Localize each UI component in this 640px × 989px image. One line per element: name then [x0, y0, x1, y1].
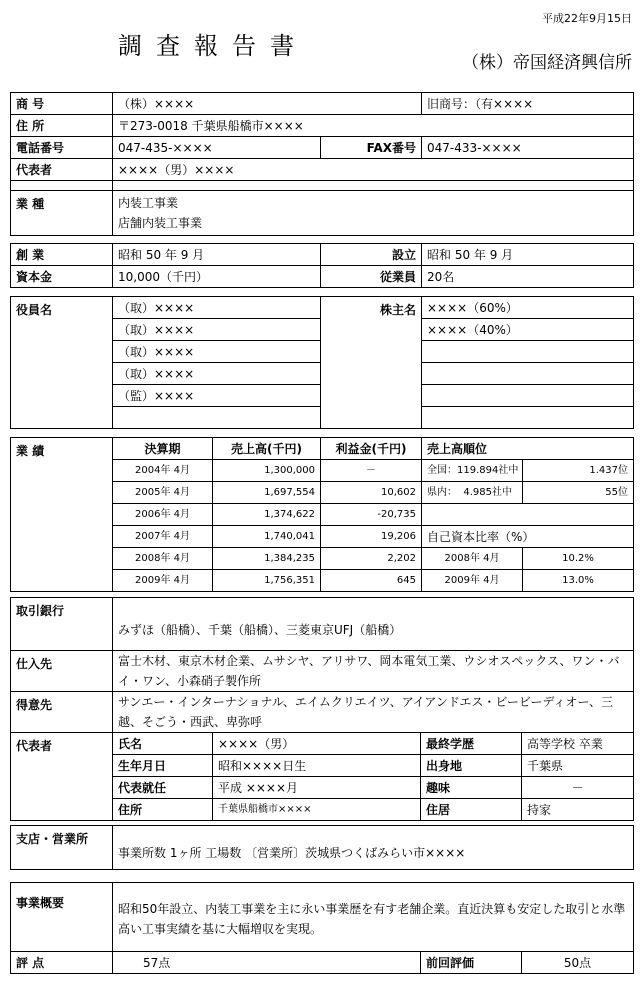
overview-label: 事業概要 — [11, 883, 113, 952]
customers-label: 得意先 — [11, 692, 113, 733]
rank-pref — [422, 482, 523, 504]
overview-row — [11, 883, 634, 952]
col-period: 決算期 — [113, 438, 213, 460]
banks-label: 取引銀行 — [11, 598, 113, 651]
report-title: 調査報告書 — [118, 32, 308, 60]
rank-blank — [422, 504, 634, 526]
branches-value: 事業所数 1ヶ所 工場数 〔営業所〕茨城県つくばみらい市×××× — [113, 826, 634, 870]
branches-table — [10, 825, 634, 870]
founded-row — [11, 244, 634, 266]
rep-residence-value: 持家 — [522, 799, 634, 821]
business-row — [11, 191, 634, 236]
suppliers-value: 富士木材、東京木材企業、ムサシヤ、アリサワ、岡本電気工業、ウシオスペックス、ワン・バイ・ワン、小森硝子製作所 — [113, 651, 634, 692]
business-label: 業 種 — [11, 191, 113, 236]
blank-cell — [113, 181, 634, 191]
sales-cell: 1,384,235 — [213, 548, 321, 570]
rank-pref-label: 県内： — [427, 486, 457, 498]
officer-item: （取）×××× — [113, 319, 321, 341]
profit-cell: -20,735 — [321, 504, 422, 526]
blank-row — [11, 181, 634, 191]
equity-value: 10.2% — [523, 548, 634, 570]
employees-label: 従業員 — [321, 266, 422, 288]
officer-item — [113, 407, 321, 429]
officer-row — [11, 297, 634, 319]
founding-table — [10, 243, 634, 288]
overview-value: 昭和50年設立、内装工事業を主に永い事業歴を有す老舗企業。直近決算も安定した取引と水準高い工事実績を基に大幅増収を実現。 — [113, 883, 634, 952]
officer-item: （監）×××× — [113, 385, 321, 407]
customers-value: サンエー・インターナショナル、エイムクリエイツ、アイアンドエス・ビービーディオー、三越、そごう・西武、卑弥呼 — [113, 692, 634, 733]
basic-info-table — [10, 92, 634, 236]
results-table — [10, 437, 634, 592]
fax-value: 047-433-×××× — [422, 137, 634, 159]
address-value: 〒273-0018 千葉県船橋市×××× — [113, 115, 634, 137]
equity-value: 13.0% — [523, 570, 634, 592]
capital-label: 資本金 — [11, 266, 113, 288]
period-cell: 2009年 4月 — [113, 570, 213, 592]
rep-name-label: 氏名 — [113, 733, 213, 755]
report-date: 平成22年9月15日 — [542, 12, 632, 25]
rank-national-value: 1.437位 — [523, 460, 634, 482]
shareholder-item: ××××（40%） — [422, 319, 634, 341]
results-header-row — [11, 438, 634, 460]
sales-cell: 1,697,554 — [213, 482, 321, 504]
business-line-2: 店舗内装工事業 — [118, 216, 203, 230]
address-label: 住 所 — [11, 115, 113, 137]
col-sales: 売上高(千円) — [213, 438, 321, 460]
rep-origin-value: 千葉県 — [522, 755, 634, 777]
officers-table — [10, 296, 634, 429]
rep-row — [11, 159, 634, 181]
rep-residence-label: 住居 — [421, 799, 522, 821]
rep-hobby-value: － — [522, 777, 634, 799]
rep-edu-label: 最終学歴 — [421, 733, 522, 755]
rep-value: ××××（男）×××× — [113, 159, 634, 181]
rep-edu-value: 高等学校 卒業 — [522, 733, 634, 755]
period-cell: 2008年 4月 — [113, 548, 213, 570]
period-cell: 2006年 4月 — [113, 504, 213, 526]
founded-value: 昭和 50 年 9 月 — [113, 244, 321, 266]
rank-national-label: 全国： — [427, 464, 457, 476]
phone-row — [11, 137, 634, 159]
banks-value: みずほ（船橋）、千葉（船橋）、三菱東京UFJ（船橋） — [113, 598, 634, 651]
trade-name-value: （株）×××× — [113, 93, 422, 115]
overview-table — [10, 882, 634, 974]
profit-cell: 2,202 — [321, 548, 422, 570]
rank-national-count: 119.894 — [457, 464, 499, 476]
shareholders-label: 株主名 — [321, 297, 422, 429]
business-value — [113, 191, 634, 236]
profit-cell: 645 — [321, 570, 422, 592]
suppliers-row — [11, 651, 634, 692]
customers-row — [11, 692, 634, 733]
shareholder-item — [422, 407, 634, 429]
rep-birth-label: 生年月日 — [113, 755, 213, 777]
rep-origin-label: 出身地 — [421, 755, 522, 777]
rep-hobby-label: 趣味 — [421, 777, 522, 799]
blank-cell — [11, 181, 113, 191]
shareholder-item — [422, 363, 634, 385]
phone-label: 電話番号 — [11, 137, 113, 159]
equity-period: 2008年 4月 — [422, 548, 523, 570]
profit-cell: 19,206 — [321, 526, 422, 548]
sales-cell: 1,374,622 — [213, 504, 321, 526]
rep-appointed-value: 平成 ××××月 — [213, 777, 421, 799]
trade-name-label: 商 号 — [11, 93, 113, 115]
sales-cell: 1,300,000 — [213, 460, 321, 482]
officers-label: 役員名 — [11, 297, 113, 429]
capital-value: 10,000（千円） — [113, 266, 321, 288]
rep-detail-row — [11, 733, 634, 755]
officer-item: （取）×××× — [113, 297, 321, 319]
founded-label: 創 業 — [11, 244, 113, 266]
trade-name-row — [11, 93, 634, 115]
period-cell: 2007年 4月 — [113, 526, 213, 548]
phone-value: 047-435-×××× — [113, 137, 321, 159]
shareholder-item — [422, 341, 634, 363]
equity-label: 自己資本比率（%） — [422, 526, 634, 548]
period-cell: 2005年 4月 — [113, 482, 213, 504]
employees-value: 20名 — [422, 266, 634, 288]
address-row — [11, 115, 634, 137]
rank-pref-unit: 社中 — [492, 486, 512, 498]
branches-label: 支店・営業所 — [11, 826, 113, 870]
established-label: 設立 — [321, 244, 422, 266]
col-rank: 売上高順位 — [422, 438, 634, 460]
officer-item: （取）×××× — [113, 341, 321, 363]
rating-label: 評 点 — [11, 952, 113, 974]
rep-birth-value: 昭和××××日生 — [213, 755, 421, 777]
fax-label: FAX番号 — [321, 137, 422, 159]
col-profit: 利益金(千円) — [321, 438, 422, 460]
old-trade-name: 旧商号：（有×××× — [422, 93, 634, 115]
rep-name-value: ××××（男） — [213, 733, 421, 755]
results-label: 業 績 — [11, 438, 113, 592]
rep-label: 代表者 — [11, 159, 113, 181]
capital-row — [11, 266, 634, 288]
rating-row — [11, 952, 634, 974]
rep-address-label: 住所 — [113, 799, 213, 821]
sales-cell: 1,740,041 — [213, 526, 321, 548]
profit-cell: 10,602 — [321, 482, 422, 504]
officer-item: （取）×××× — [113, 363, 321, 385]
rep-address-value: 千葉県船橋市×××× — [213, 799, 421, 821]
business-line-1: 内装工事業 — [118, 196, 179, 210]
prev-rating-label: 前回評価 — [421, 952, 522, 974]
rep-appointed-label: 代表就任 — [113, 777, 213, 799]
profit-cell: － — [321, 460, 422, 482]
representative-label: 代表者 — [11, 733, 113, 821]
branches-row — [11, 826, 634, 870]
period-cell: 2004年 4月 — [113, 460, 213, 482]
rank-pref-value: 55位 — [523, 482, 634, 504]
rating-score: 57点 — [113, 952, 421, 974]
prev-rating-score: 50点 — [522, 952, 634, 974]
agency-name: （株）帝国経済興信所 — [462, 53, 632, 73]
shareholder-item — [422, 385, 634, 407]
banks-row — [11, 598, 634, 651]
relations-table — [10, 597, 634, 821]
rank-national-unit: 社中 — [498, 464, 519, 476]
sales-cell: 1,756,351 — [213, 570, 321, 592]
rank-pref-count: 4.985 — [463, 486, 492, 498]
shareholder-item: ××××（60%） — [422, 297, 634, 319]
established-value: 昭和 50 年 9 月 — [422, 244, 634, 266]
suppliers-label: 仕入先 — [11, 651, 113, 692]
rank-national — [422, 460, 523, 482]
equity-period: 2009年 4月 — [422, 570, 523, 592]
